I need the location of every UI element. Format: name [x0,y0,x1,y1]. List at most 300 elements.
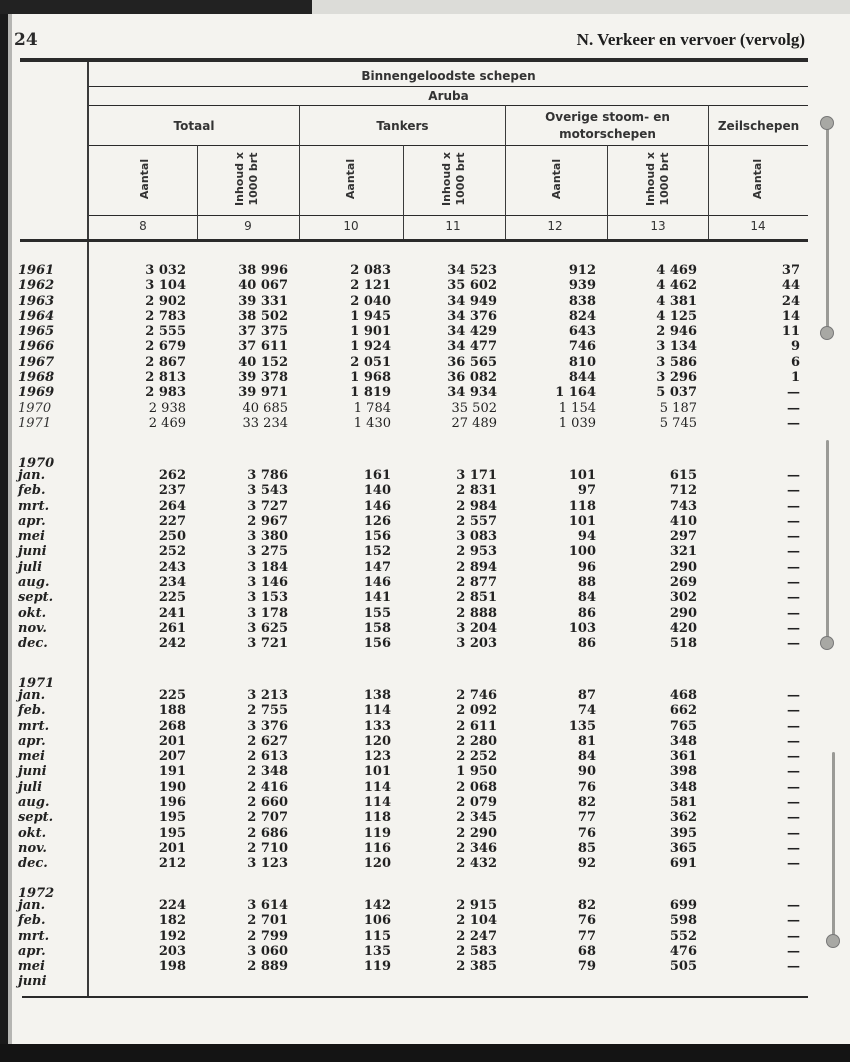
cell: 34 477 [447,339,497,355]
cell: 4 125 [656,308,697,324]
cell: 9 [790,339,800,355]
cell: 1 164 [555,385,596,401]
table-row [0,959,850,974]
cell: 34 376 [447,308,497,324]
table-row [0,529,850,544]
cell: 97 [577,483,596,499]
cell: 2 416 [247,779,288,795]
cell: 395 [669,825,697,841]
cell: 142 [363,898,391,913]
row-label: 1962 [18,278,55,294]
cell: 5 187 [659,400,697,416]
table-row [0,606,850,621]
cell: 84 [577,590,596,606]
cell: 2 679 [145,339,186,355]
cell: — [787,529,800,545]
header-group-zeilschepen: Zeilschepen [717,119,800,133]
cell: — [787,779,800,795]
cell: 321 [669,544,697,560]
cell: 420 [669,620,697,636]
cell: 250 [158,529,186,545]
cell: 1 901 [350,324,391,340]
cell: 123 [363,749,391,765]
cell: — [787,959,800,975]
table-row [0,856,850,871]
cell: 2 346 [456,840,497,856]
binder-ring-1-bottom [820,326,834,340]
cell: 106 [363,913,391,929]
cell: 243 [158,559,186,575]
binder-ring-1 [826,122,829,334]
row-label: feb. [18,483,46,499]
cell: 3 213 [247,688,288,703]
header-rule-1 [89,86,808,87]
row-label: apr. [18,733,46,749]
table-row [0,560,850,575]
cell: — [787,733,800,749]
col-header-9: Inhoud x 1000 brt [233,152,260,206]
cell: 3 275 [247,544,288,560]
cell: 147 [363,559,391,575]
col-header-10: Aantal [344,158,357,200]
cell: 2 385 [456,959,497,975]
cell: 712 [669,483,697,499]
cell: 3 171 [456,468,497,483]
cell: 2 783 [145,308,186,324]
row-label: mei [18,959,45,975]
cell: — [787,928,800,944]
cell: 114 [363,779,391,795]
cell: 36 565 [447,354,497,370]
cell: — [787,795,800,811]
cell: 2 557 [456,513,497,529]
col-divider-12-13 [607,145,608,239]
cell: — [787,943,800,959]
cell: 101 [568,468,596,483]
cell: 5 037 [656,385,697,401]
row-label: dec. [18,856,48,872]
block-title: 1971 [18,676,55,691]
cell: 77 [577,810,596,826]
cell: — [787,590,800,606]
cell: 195 [158,825,186,841]
cell: — [787,385,800,401]
cell: — [787,575,800,591]
cell: 4 469 [656,263,697,278]
monthly-block-1971 [0,676,850,872]
block-title: 1970 [18,456,55,471]
binder-ring-1-top [820,116,834,130]
table-row [0,468,850,483]
cell: 39 378 [238,370,288,386]
block-title-row [0,456,850,471]
cell: 152 [363,544,391,560]
cell: 44 [781,278,800,294]
row-label: okt. [18,825,47,841]
cell: 552 [669,928,697,944]
cell: 87 [577,688,596,703]
col-header-11: Inhoud x 1000 brt [440,152,467,206]
cell: 114 [363,795,391,811]
cell: 261 [158,620,186,636]
cell: 84 [577,749,596,765]
cell: 2 967 [247,513,288,529]
table-row [0,636,850,651]
row-label: jan. [18,468,46,483]
cell: 79 [577,959,596,975]
cell: 119 [363,825,391,841]
cell: 96 [577,559,596,575]
cell: — [787,415,800,431]
header-bottom-rule [20,239,808,242]
cell: 225 [158,590,186,606]
cell: 1 968 [350,370,391,386]
row-label: 1963 [18,293,55,309]
row-label: jan. [18,898,46,913]
cell: 146 [363,575,391,591]
binder-ring-3-bottom [826,934,840,948]
table-row [0,734,850,749]
cell: 101 [568,513,596,529]
cell: 3 727 [247,498,288,514]
cell: 3 184 [247,559,288,575]
cell: 212 [158,856,186,872]
cell: 203 [158,943,186,959]
table-row [0,416,850,431]
cell: — [787,718,800,734]
row-label: jan. [18,688,46,703]
cell: 188 [158,703,186,719]
block-title-row [0,886,850,901]
cell: 196 [158,795,186,811]
cell: 3 203 [456,636,497,652]
cell: 1 924 [350,339,391,355]
col-header-14: Aantal [751,158,764,200]
monthly-block-1970 [0,456,850,652]
cell: 1 154 [558,400,596,416]
table-row [0,764,850,779]
cell: — [787,856,800,872]
cell: 262 [158,468,186,483]
cell: — [787,825,800,841]
cell: 2 345 [456,810,497,826]
bottom-rule [22,996,808,998]
table-row [0,749,850,764]
table-row [0,324,850,339]
cell: 598 [669,913,697,929]
cell: 302 [669,590,697,606]
row-label: 1970 [18,400,52,416]
cell: 362 [669,810,697,826]
col-number-9: 9 [244,219,252,233]
cell: 2 252 [456,749,497,765]
table-row [0,898,850,913]
table-row [0,339,850,354]
cell: 146 [363,498,391,514]
cell: 119 [363,959,391,975]
cell: 361 [669,749,697,765]
cell: 2 092 [456,703,497,719]
cell: — [787,559,800,575]
table-row [0,590,850,605]
cell: 2 686 [247,825,288,841]
cell: 2 627 [247,733,288,749]
cell: 88 [577,575,596,591]
cell: 2 040 [350,293,391,309]
cell: 34 934 [447,385,497,401]
cell: 2 280 [456,733,497,749]
table-row [0,294,850,309]
cell: 242 [158,636,186,652]
row-label: okt. [18,605,47,621]
cell: 810 [568,354,596,370]
cell: 76 [577,913,596,929]
cell: 34 949 [447,293,497,309]
cell: 3 625 [247,620,288,636]
cell: 135 [568,718,596,734]
cell: 662 [669,703,697,719]
cell: 3 376 [247,718,288,734]
header-rule-2 [89,105,808,106]
header-group-main: Binnengeloodste schepen [361,69,536,83]
cell: — [787,688,800,703]
cell: 297 [669,529,697,545]
header-group-overige: Overige stoom- en motorschepen [545,110,670,141]
cell: — [787,400,800,416]
cell: 37 611 [238,339,288,355]
cell: 2 432 [456,856,497,872]
header-group-tankers: Tankers [376,119,429,133]
table-row [0,621,850,636]
row-label: juni [18,764,47,780]
cell: 74 [577,703,596,719]
row-label: apr. [18,943,46,959]
row-label: mei [18,749,45,765]
table-row [0,385,850,400]
cell: 1 784 [353,400,391,416]
cell: 38 996 [238,263,288,278]
cell: 3 586 [656,354,697,370]
cell: 86 [577,605,596,621]
cell: 746 [568,339,596,355]
cell: 2 555 [145,324,186,340]
row-label: nov. [18,620,47,636]
cell: 2 902 [145,293,186,309]
cell: 3 104 [145,278,186,294]
scan-border-bottom [0,1044,850,1062]
table-row [0,929,850,944]
cell: 135 [363,943,391,959]
table-row [0,703,850,718]
col-number-14: 14 [750,219,766,233]
cell: — [787,620,800,636]
cell: 2 079 [456,795,497,811]
cell: 2 915 [456,898,497,913]
table-row [0,499,850,514]
cell: 2 083 [350,263,391,278]
cell: 290 [669,605,697,621]
header-group-sub: Aruba [428,89,469,103]
cell: 82 [577,795,596,811]
cell: 268 [158,718,186,734]
cell: 765 [669,718,697,734]
cell: 2 983 [145,385,186,401]
cell: 27 489 [451,415,497,431]
cell: 85 [577,840,596,856]
cell: 182 [158,913,186,929]
cell: 4 381 [656,293,697,309]
cell: 2 660 [247,795,288,811]
cell: 2 051 [350,354,391,370]
table-row [0,810,850,825]
row-label: juli [18,559,43,575]
scan-border-top-right [312,0,850,14]
row-label: 1965 [18,324,55,340]
cell: 81 [577,733,596,749]
cell: 4 462 [656,278,697,294]
cell: 2 701 [247,913,288,929]
cell: — [787,913,800,929]
cell: 1 039 [558,415,596,431]
table-row [0,913,850,928]
cell: — [787,703,800,719]
binder-ring-2-bottom [820,636,834,650]
col-header-12: Aantal [550,158,563,200]
cell: 2 746 [456,688,497,703]
cell: 100 [568,544,596,560]
cell: 40 685 [242,400,288,416]
cell: — [787,840,800,856]
cell: 198 [158,959,186,975]
cell: 126 [363,513,391,529]
cell: — [787,764,800,780]
cell: 2 888 [456,605,497,621]
table-row [0,483,850,498]
cell: 116 [363,840,391,856]
cell: 2 104 [456,913,497,929]
row-label: 1971 [18,415,52,431]
cell: — [787,544,800,560]
cell: 40 067 [238,278,288,294]
section-title: N. Verkeer en vervoer (vervolg) [576,30,805,49]
cell: 2 121 [350,278,391,294]
row-label: aug. [18,795,50,811]
cell: 2 946 [656,324,697,340]
row-label: mei [18,529,45,545]
cell: 2 068 [456,779,497,795]
cell: 2 953 [456,544,497,560]
row-label: aug. [18,575,50,591]
cell: 2 755 [247,703,288,719]
col-number-12: 12 [547,219,563,233]
cell: 11 [781,324,800,340]
col-number-10: 10 [343,219,359,233]
cell: 201 [158,733,186,749]
cell: 101 [363,764,391,780]
cell: 3 134 [656,339,697,355]
cell: 156 [363,529,391,545]
cell: 40 152 [238,354,288,370]
row-label: 1966 [18,339,55,355]
cell: 290 [669,559,697,575]
cell: 2 894 [456,559,497,575]
table-row [0,841,850,856]
cell: 39 971 [238,385,288,401]
row-label: juni [18,974,47,990]
cell: 241 [158,605,186,621]
row-label: dec. [18,636,48,652]
cell: 1 945 [350,308,391,324]
cell: 581 [669,795,697,811]
cell: 118 [363,810,391,826]
binder-ring-3 [832,752,835,942]
cell: 37 [781,263,800,278]
table-row [0,795,850,810]
cell: 691 [669,856,697,872]
cell: 82 [577,898,596,913]
cell: 103 [568,620,596,636]
cell: 92 [577,856,596,872]
row-label: 1969 [18,385,55,401]
binder-ring-2 [826,440,829,648]
cell: 2 707 [247,810,288,826]
cell: 1 [790,370,800,386]
scan-border-top-left [0,0,312,14]
row-label: 1961 [18,263,55,278]
cell: 86 [577,636,596,652]
cell: 114 [363,703,391,719]
cell: 161 [363,468,391,483]
cell: 191 [158,764,186,780]
cell: 1 819 [350,385,391,401]
top-thick-rule [20,58,808,62]
cell: 1 950 [456,764,497,780]
cell: 36 082 [447,370,497,386]
cell: — [787,605,800,621]
cell: 120 [363,733,391,749]
cell: 3 153 [247,590,288,606]
cell: 2 813 [145,370,186,386]
cell: 505 [669,959,697,975]
cell: 615 [669,468,697,483]
cell: 348 [669,779,697,795]
monthly-block-1972 [0,886,850,990]
row-label: feb. [18,913,46,929]
cell: 476 [669,943,697,959]
table-row [0,826,850,841]
cell: 743 [669,498,697,514]
cell: 155 [363,605,391,621]
col-header-13: Inhoud x 1000 brt [644,152,671,206]
cell: 838 [568,293,596,309]
cell: 224 [158,898,186,913]
cell: 2 889 [247,959,288,975]
table-row [0,544,850,559]
table-row [0,974,850,989]
cell: 38 502 [238,308,288,324]
cell: 68 [577,943,596,959]
cell: 518 [669,636,697,652]
cell: 3 543 [247,483,288,499]
cell: 269 [669,575,697,591]
cell: 24 [781,293,800,309]
cell: 77 [577,928,596,944]
cell: 2 583 [456,943,497,959]
cell: 3 721 [247,636,288,652]
cell: 35 602 [447,278,497,294]
row-label: 1968 [18,370,55,386]
table-row [0,514,850,529]
